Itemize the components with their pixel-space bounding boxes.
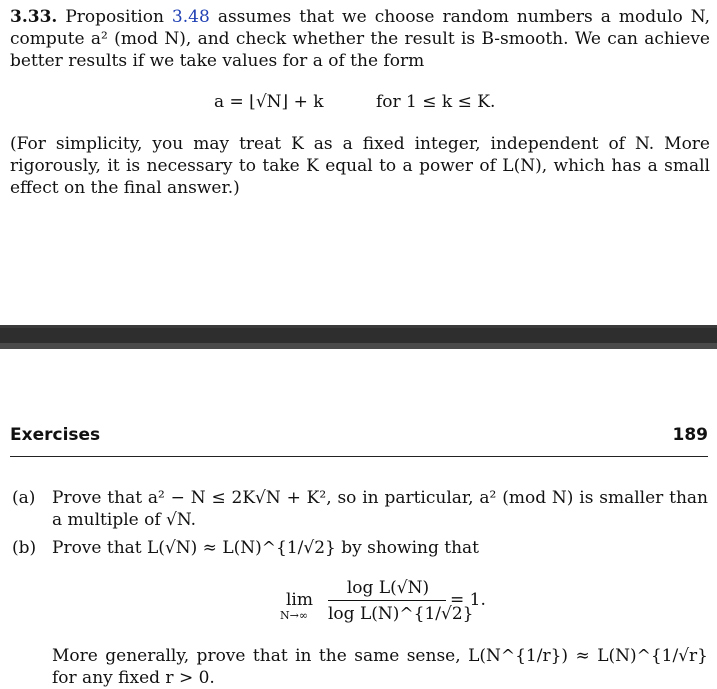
display-formula: a = ⌊√N⌋ + k	[214, 92, 324, 112]
part-b-label: (b)	[12, 538, 37, 558]
page-number: 189	[672, 425, 708, 445]
section-title: Exercises	[10, 425, 101, 445]
fraction-numerator: log L(√N)	[346, 578, 430, 598]
header-rule	[10, 456, 708, 457]
part-a-text: Prove that a² − N ≤ 2K√N + K², so in particular, a² (mod N) is smaller than a multiple of √N.	[52, 488, 708, 530]
limit-formula	[280, 576, 540, 628]
page-separator	[0, 325, 717, 349]
intro-prefix: Proposition	[65, 7, 164, 27]
more-generally-text: More generally, prove that in the same sense, L(N^{1/r}) ≈ L(N)^{1/√r} for any fixed r > 0.	[52, 646, 708, 688]
display-condition: for 1 ≤ k ≤ K.	[376, 92, 496, 112]
exercise-3-33-statement	[10, 6, 710, 72]
display-equation	[0, 92, 717, 116]
intro-text: assumes that we choose random numbers a modulo N, compute a² (mod N), and check whether the result is B-smooth. We can achieve better results if we take values for a of the form	[10, 7, 710, 71]
fraction-denominator: log L(N)^{1/√2}	[328, 604, 474, 624]
running-head	[10, 425, 708, 449]
lim-subscript: N→∞	[280, 609, 309, 622]
fraction-bar	[328, 600, 446, 601]
exercise-number: 3.33.	[10, 7, 58, 27]
proposition-link[interactable]: 3.48	[171, 7, 210, 27]
lim-operator: lim	[286, 590, 313, 610]
part-b-text: Prove that L(√N) ≈ L(N)^{1/√2} by showing that	[52, 538, 480, 558]
limit-rhs: = 1.	[450, 590, 486, 610]
part-a-label: (a)	[12, 488, 36, 508]
simplicity-note: (For simplicity, you may treat K as a fixed integer, independent of N. More rigorously, it is necessary to take K equal to a power of L(N), which has a small effect on the final answer.)	[10, 134, 710, 198]
